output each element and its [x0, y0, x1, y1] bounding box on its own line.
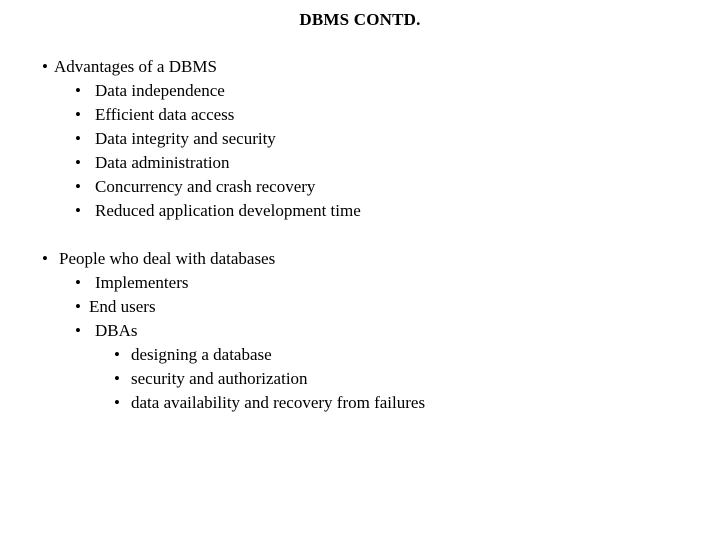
bullet-icon: •	[75, 105, 81, 124]
sub-list-item	[114, 369, 308, 389]
page-title: DBMS CONTD.	[299, 10, 421, 29]
list-item	[75, 297, 156, 317]
sub-list-item-label: designing a database	[131, 345, 272, 364]
bullet-icon: •	[75, 321, 81, 340]
list-item	[75, 153, 230, 173]
list-item-label: Reduced application development time	[95, 201, 361, 220]
section-heading-label: People who deal with databases	[59, 249, 276, 268]
list-item	[75, 273, 188, 293]
list-item	[75, 105, 234, 125]
bullet-icon: •	[114, 345, 120, 364]
sub-list-item	[114, 345, 272, 365]
section-heading-advantages	[42, 57, 217, 77]
section-heading-label: Advantages of a DBMS	[54, 57, 217, 76]
list-item-label: End users	[89, 297, 156, 316]
sub-list-item-label: security and authorization	[131, 369, 308, 388]
sub-list-item	[114, 393, 425, 413]
list-item-label: Efficient data access	[95, 105, 235, 124]
bullet-icon: •	[75, 297, 81, 316]
list-item-label: Implementers	[95, 273, 189, 292]
bullet-icon: •	[75, 273, 81, 292]
list-item	[75, 129, 276, 149]
bullet-icon: •	[75, 81, 81, 100]
bullet-icon: •	[42, 57, 48, 76]
bullet-icon: •	[42, 249, 48, 268]
list-item-label: Data independence	[95, 81, 225, 100]
list-item-label: Data administration	[95, 153, 230, 172]
list-item	[75, 81, 225, 101]
bullet-icon: •	[75, 201, 81, 220]
bullet-icon: •	[114, 369, 120, 388]
sub-list-item-label: data availability and recovery from failures	[131, 393, 426, 412]
section-heading-people	[42, 249, 275, 269]
list-item	[75, 177, 315, 197]
list-item-label: DBAs	[95, 321, 138, 340]
list-item-label: Data integrity and security	[95, 129, 276, 148]
list-item-label: Concurrency and crash recovery	[95, 177, 316, 196]
bullet-icon: •	[75, 153, 81, 172]
list-item	[75, 201, 361, 221]
bullet-icon: •	[75, 177, 81, 196]
bullet-icon: •	[75, 129, 81, 148]
list-item	[75, 321, 138, 341]
bullet-icon: •	[114, 393, 120, 412]
